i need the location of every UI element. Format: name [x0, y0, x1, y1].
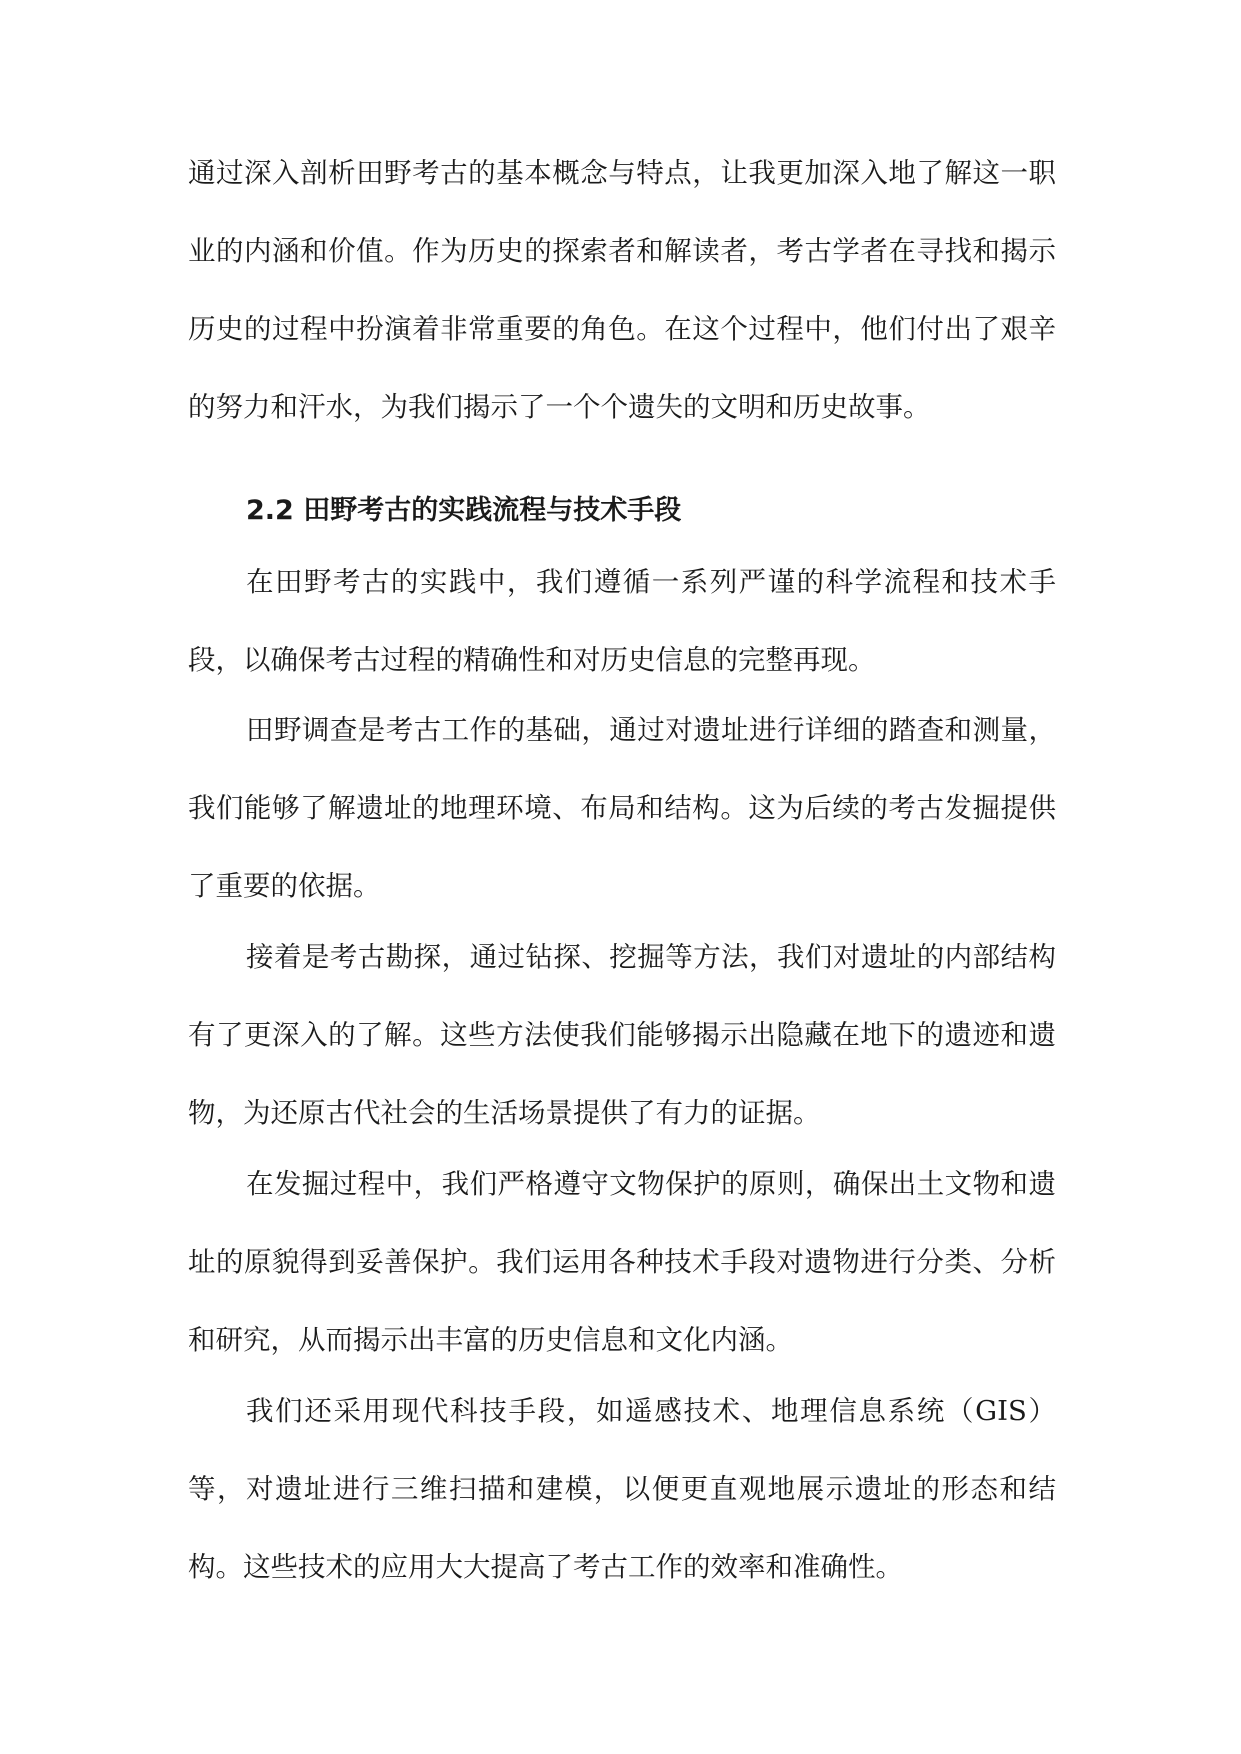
- paragraph-modern-technology: 我们还采用现代科技手段，如遥感技术、地理信息系统（GIS）等，对遗址进行三维扫描和建模，以便更直观地展示遗址的形态和结构。这些技术的应用大大提高了考古工作的效率和准确性。: [188, 1395, 1056, 1583]
- paragraph-field-survey: 田野调查是考古工作的基础，通过对遗址进行详细的踏查和测量，我们能够了解遗址的地理环境、布局和结构。这为后续的考古发掘提供了重要的依据。: [188, 714, 1056, 902]
- section-heading: 2.2 田野考古的实践流程与技术手段: [246, 495, 682, 526]
- paragraph-excavation: 在发掘过程中，我们严格遵守文物保护的原则，确保出土文物和遗址的原貌得到妥善保护。我们运用各种技术手段对遗物进行分类、分析和研究，从而揭示出丰富的历史信息和文化内涵。: [188, 1168, 1056, 1356]
- paragraph-practice-overview: 在田野考古的实践中，我们遵循一系列严谨的科学流程和技术手段，以确保考古过程的精确性和对历史信息的完整再现。: [188, 566, 1056, 676]
- paragraph-exploration: 接着是考古勘探，通过钻探、挖掘等方法，我们对遗址的内部结构有了更深入的了解。这些方法使我们能够揭示出隐藏在地下的遗迹和遗物，为还原古代社会的生活场景提供了有力的证据。: [188, 941, 1056, 1129]
- paragraph-intro-summary: 通过深入剖析田野考古的基本概念与特点，让我更加深入地了解这一职业的内涵和价值。作为历史的探索者和解读者，考古学者在寻找和揭示历史的过程中扮演着非常重要的角色。在这个过程中，他们付出了艰辛的努力和汗水，为我们揭示了一个个遗失的文明和历史故事。: [188, 157, 1056, 423]
